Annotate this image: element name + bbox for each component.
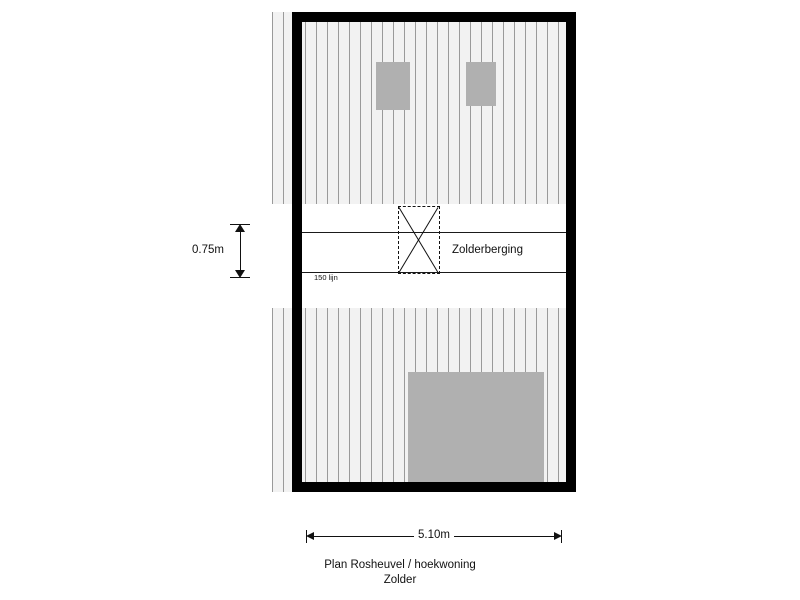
object-large — [408, 372, 544, 482]
roof-hatch-top — [272, 12, 568, 204]
wall-right — [566, 12, 576, 492]
dimension-vertical-tick-bottom — [230, 277, 250, 278]
dimension-vertical-label: 0.75m — [192, 244, 224, 256]
dimension-vertical-line — [240, 230, 241, 272]
wall-left — [292, 12, 302, 492]
dimension-horizontal-cap-right — [561, 530, 562, 543]
room-label-zolderberging: Zolderberging — [452, 244, 523, 256]
plan-caption — [0, 558, 800, 588]
caption-line-2: Zolder — [383, 574, 417, 586]
wall-top — [292, 12, 576, 22]
caption-line-1: Plan Rosheuvel / hoekwoning — [324, 559, 476, 571]
wall-bottom — [292, 482, 576, 492]
dimension-horizontal-label: 5.10m — [414, 529, 454, 541]
object-small-right — [466, 62, 496, 106]
loft-hatch-opening — [398, 206, 440, 274]
dimension-vertical — [218, 224, 270, 278]
object-small-left — [376, 62, 410, 110]
note-150-lijn: 150 lijn — [314, 273, 338, 282]
